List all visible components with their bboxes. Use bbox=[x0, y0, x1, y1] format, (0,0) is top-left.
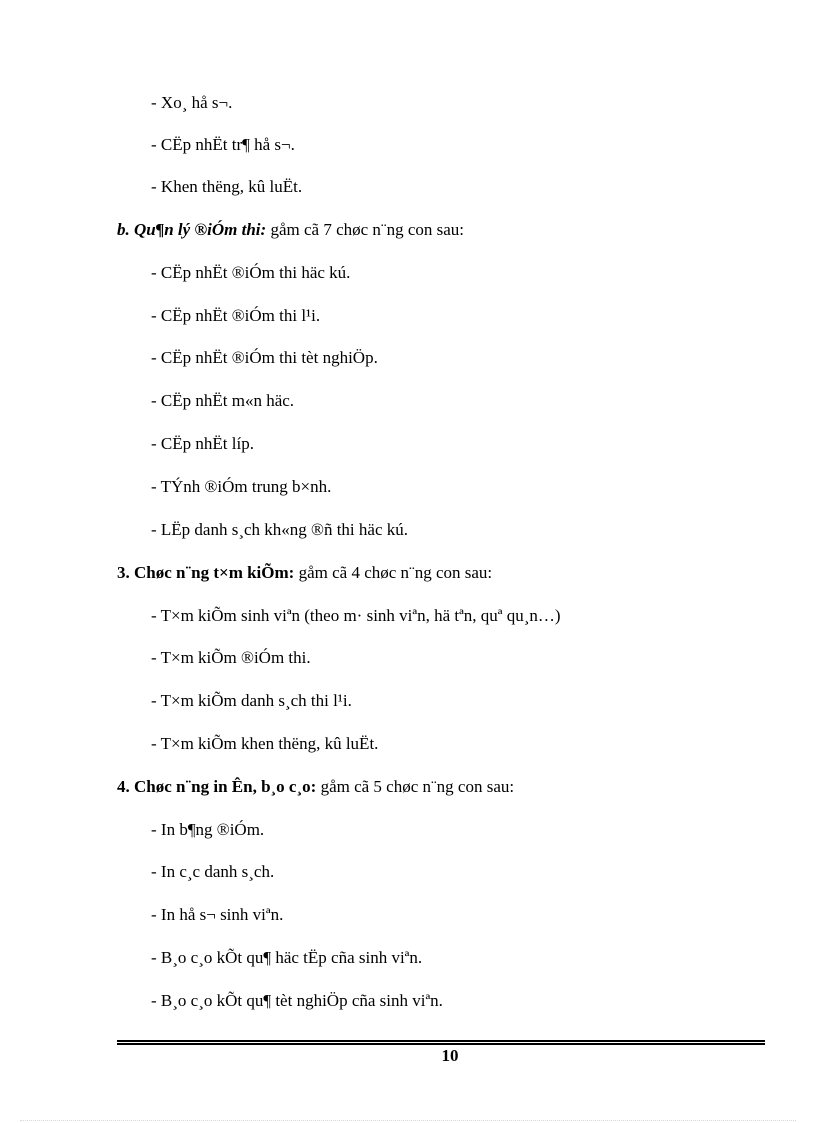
section-heading bbox=[117, 777, 514, 797]
list-item: - In c¸c danh s¸ch. bbox=[151, 862, 275, 881]
section-title: 4. Chøc n¨ng in Ên, b¸o c¸o: bbox=[117, 777, 317, 796]
list-item: - CËp nhËt ®iÓm thi tèt nghiÖp. bbox=[151, 348, 378, 367]
list-item: - CËp nhËt líp. bbox=[151, 434, 254, 453]
section-title: b. Qu¶n lý ®iÓm thi: bbox=[117, 220, 267, 239]
list-item: - TÝnh ®iÓm trung b×nh. bbox=[151, 477, 332, 496]
list-item: - CËp nhËt tr¶ hå s¬. bbox=[151, 135, 295, 154]
list-item: - T×m kiÕm ®iÓm thi. bbox=[151, 648, 311, 667]
list-item: - B¸o c¸o kÕt qu¶ häc tËp cña sinh viªn. bbox=[151, 948, 423, 967]
section-heading bbox=[117, 563, 492, 583]
section-intro: gåm cã 7 chøc n¨ng con sau: bbox=[266, 220, 464, 239]
list-item: - T×m kiÕm sinh viªn (theo m· sinh viªn, hä tªn, quª qu¸n…) bbox=[151, 606, 561, 625]
section-title: 3. Chøc n¨ng t×m kiÕm: bbox=[117, 563, 295, 582]
list-item: - Khen thëng, kû luËt. bbox=[151, 177, 303, 196]
list-item: - In hå s¬ sinh viªn. bbox=[151, 905, 284, 924]
list-item: - T×m kiÕm danh s¸ch thi l¹i. bbox=[151, 691, 352, 710]
page-number: 10 bbox=[441, 1046, 459, 1065]
list-item: - Xo¸ hå s¬. bbox=[151, 93, 233, 112]
list-item: - CËp nhËt m«n häc. bbox=[151, 391, 295, 410]
section-heading bbox=[117, 220, 464, 240]
list-item: - B¸o c¸o kÕt qu¶ tèt nghiÖp cña sinh viªn. bbox=[151, 991, 443, 1010]
list-item: - In b¶ng ®iÓm. bbox=[151, 820, 265, 839]
list-item: - LËp danh s¸ch kh«ng ®ñ thi häc kú. bbox=[151, 520, 409, 539]
list-item: - T×m kiÕm khen thëng, kû luËt. bbox=[151, 734, 379, 753]
list-item: - CËp nhËt ®iÓm thi häc kú. bbox=[151, 263, 351, 282]
section-intro: gåm cã 5 chøc n¨ng con sau: bbox=[316, 777, 515, 796]
section-intro: gåm cã 4 chøc n¨ng con sau: bbox=[294, 563, 493, 582]
list-item: - CËp nhËt ®iÓm thi l¹i. bbox=[151, 306, 321, 325]
page-edge-divider bbox=[20, 1120, 796, 1121]
footer-divider bbox=[117, 1040, 765, 1045]
